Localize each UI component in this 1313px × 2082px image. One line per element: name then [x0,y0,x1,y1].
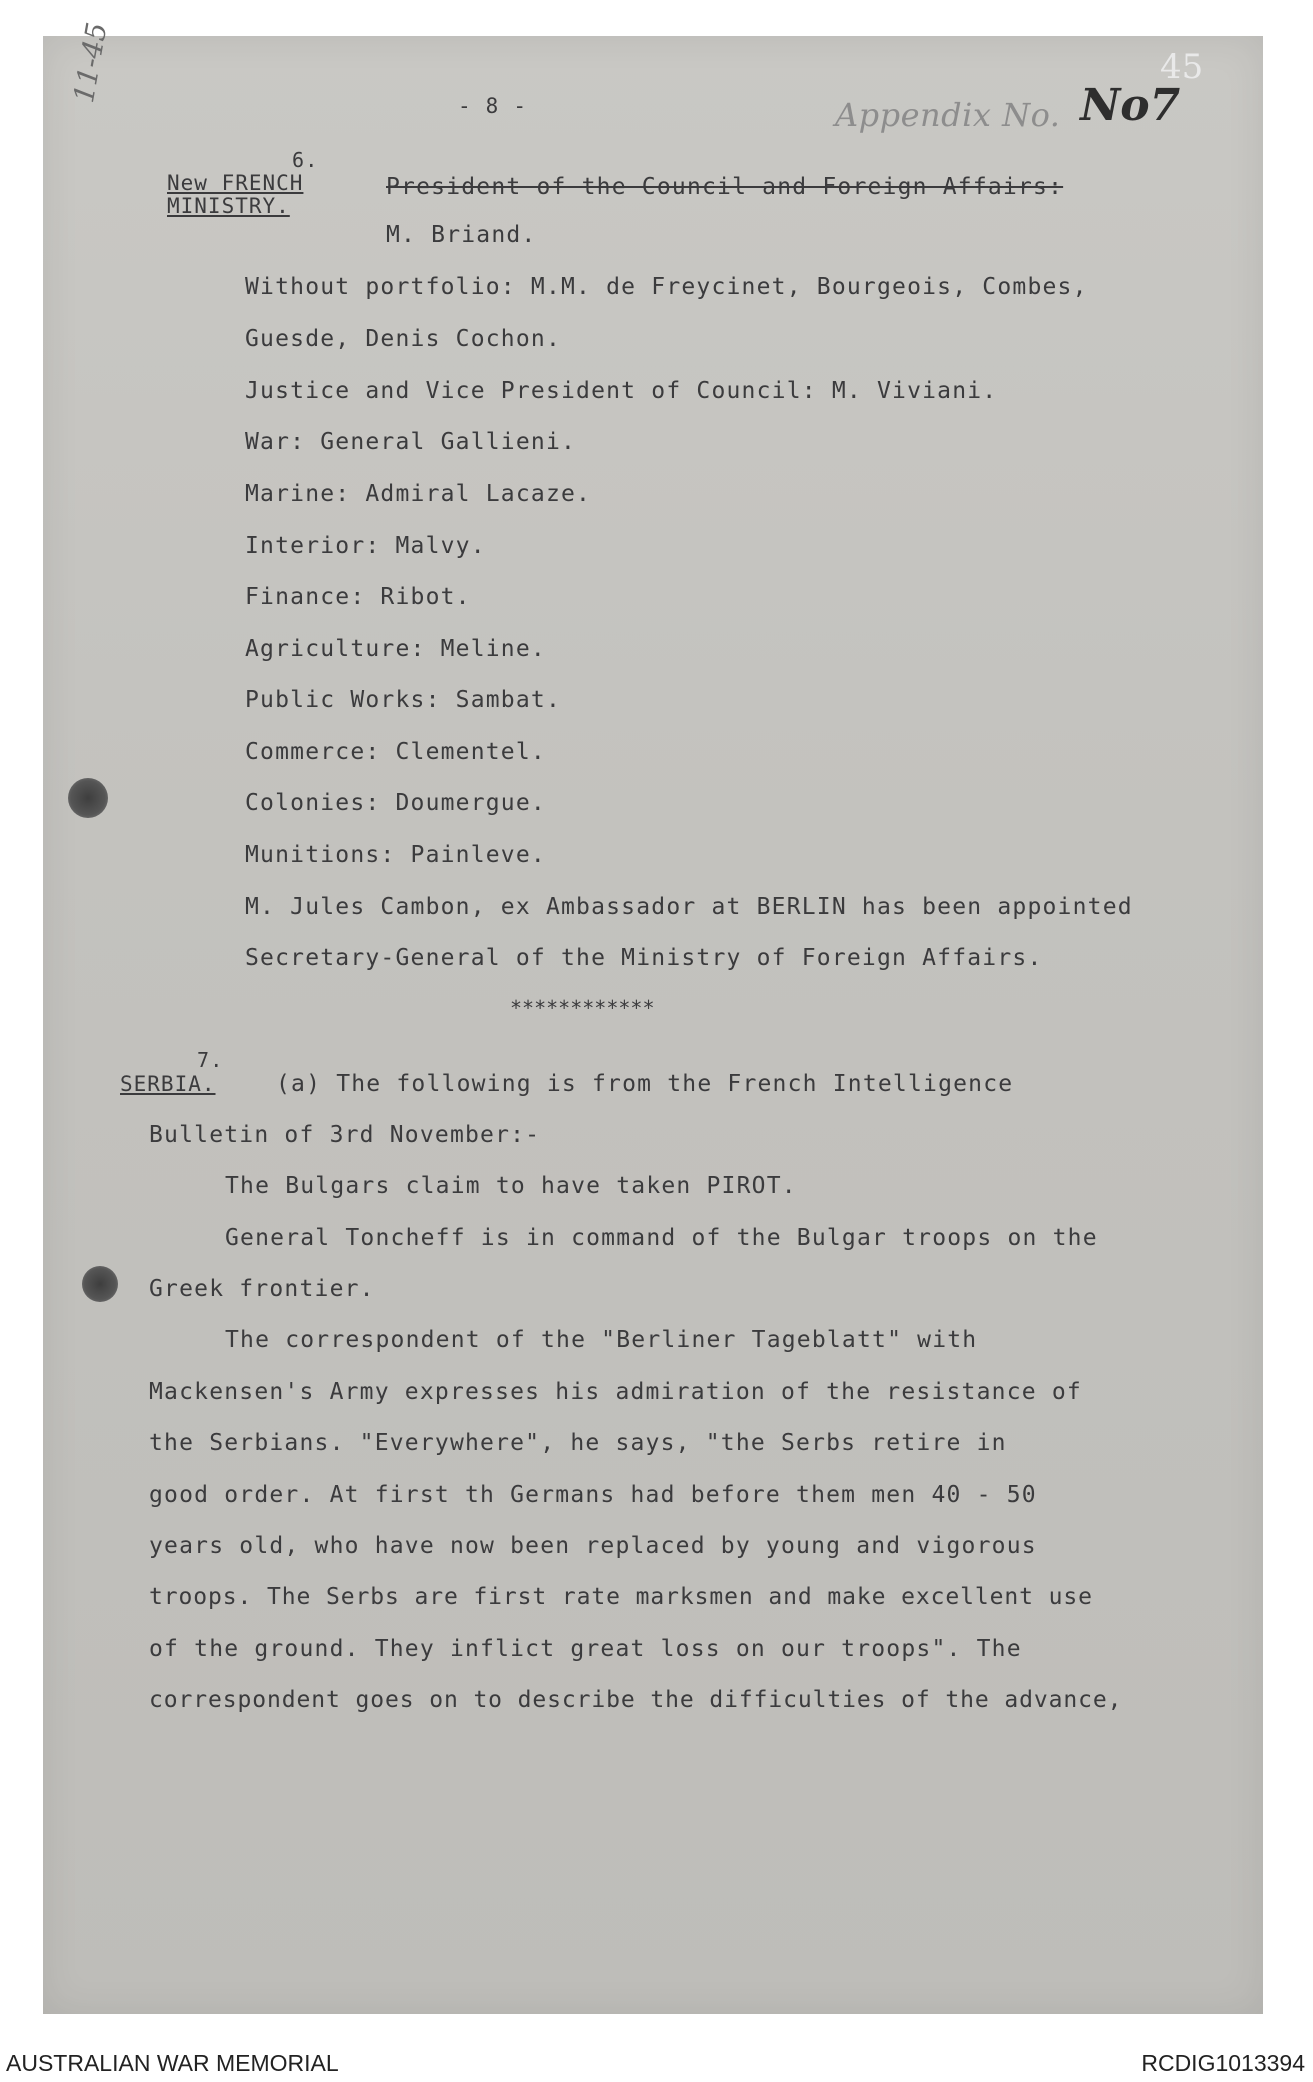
punch-hole-top [68,778,108,818]
minister-line-5: War: General Gallieni. [245,429,577,455]
serbia-line-11: troops. The Serbs are first rate marksmen and make excellent use [149,1584,1093,1610]
minister-line-15: Secretary-General of the Ministry of Foreign Affairs. [245,945,1043,971]
serbia-line-10: years old, who have now been replaced by young and vigorous [149,1533,1037,1559]
punch-hole-bottom [82,1266,118,1302]
section-7-number: 7. [197,1048,224,1072]
minister-line-3: Guesde, Denis Cochon. [245,326,561,352]
section-6-heading-line2: MINISTRY. [167,194,290,219]
footer-right: RCDIG1013394 [1141,2050,1305,2076]
serbia-line-6: The correspondent of the "Berliner Tageblatt" with [225,1327,978,1353]
minister-line-7: Interior: Malvy. [245,533,486,559]
serbia-line-7: Mackensen's Army expresses his admiration of the resistance of [149,1379,1082,1405]
minister-line-4: Justice and Vice President of Council: M. Viviani. [245,378,998,404]
section-6-heading [167,172,303,218]
minister-line-10: Public Works: Sambat. [245,687,561,713]
minister-line-1: M. Briand. [386,222,537,248]
serbia-line-3: The Bulgars claim to have taken PIROT. [225,1173,797,1199]
minister-line-11: Commerce: Clementel. [245,739,546,765]
minister-line-12: Colonies: Doumergue. [245,790,546,816]
minister-line-6: Marine: Admiral Lacaze. [245,481,592,507]
minister-line-8: Finance: Ribot. [245,584,471,610]
minister-line-14: M. Jules Cambon, ex Ambassador at BERLIN has been appointed [245,894,1133,920]
page-number: 45 [1160,47,1204,87]
serbia-line-2: Bulletin of 3rd November:- [149,1122,541,1148]
serbia-line-4: General Toncheff is in command of the Bulgar troops on the [225,1225,1098,1251]
minister-line-9: Agriculture: Meline. [245,636,546,662]
section-separator: ************ [510,996,655,1020]
footer-left: AUSTRALIAN WAR MEMORIAL [6,2050,339,2076]
document-sheet [43,36,1263,2014]
section-6-heading-line1: New FRENCH [167,171,304,195]
serbia-line-9: good order. At first th Germans had before them men 40 - 50 [149,1482,1037,1508]
section-7-heading: SERBIA. [120,1072,216,1096]
serbia-line-5: Greek frontier. [149,1276,375,1302]
serbia-line-1: (a) The following is from the French Intelligence [276,1071,1014,1097]
margin-pencil-note: 11-45 [67,19,114,106]
minister-line-13: Munitions: Painleve. [245,842,546,868]
appendix-stamp [835,80,1181,134]
typed-page-marker: - 8 - [458,94,528,118]
appendix-label: Appendix No. [835,96,1061,134]
minister-line-2: Without portfolio: M.M. de Freycinet, Bourgeois, Combes, [245,274,1088,300]
appendix-number: No7 [1080,80,1181,131]
serbia-line-13: correspondent goes on to describe the difficulties of the advance, [149,1687,1123,1713]
serbia-line-12: of the ground. They inflict great loss on our troops". The [149,1636,1022,1662]
section-6-number: 6. [292,148,319,172]
serbia-line-8: the Serbians. "Everywhere", he says, "the Serbs retire in [149,1430,1007,1456]
struck-line: President of the Council and Foreign Affairs: [386,174,1064,200]
